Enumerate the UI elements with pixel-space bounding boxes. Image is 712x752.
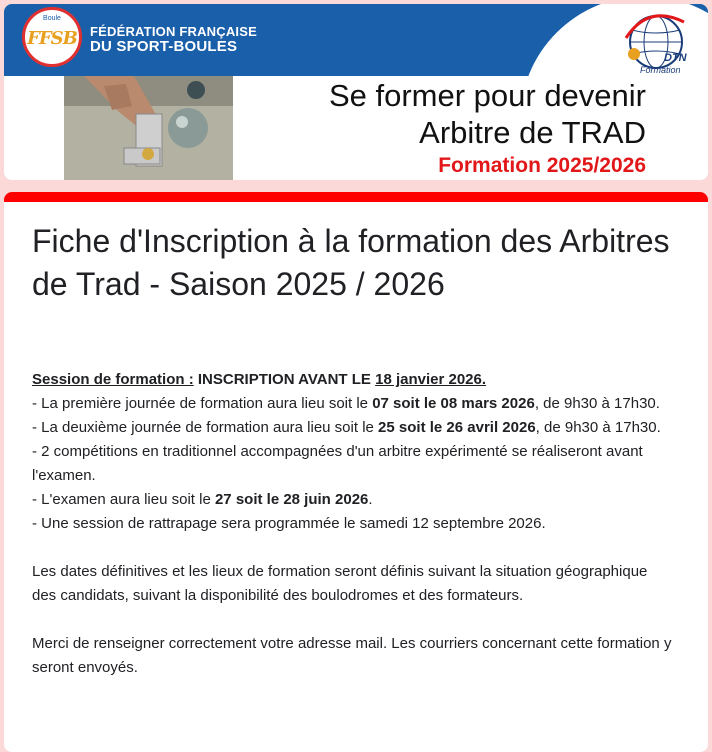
- second-day-text: - La deuxième journée de formation aura lieu soit le: [32, 419, 379, 436]
- dtn-label: DTN: [664, 52, 687, 64]
- deadline-date: 18 janvier 2026.: [375, 371, 487, 388]
- federation-name: [90, 24, 257, 54]
- federation-line1: FÉDÉRATION FRANÇAISE: [90, 24, 257, 39]
- federation-line2: DU SPORT-BOULES: [90, 38, 238, 55]
- form-title: Fiche d'Inscription à la formation des Arbitres de Trad - Saison 2025 / 2026: [32, 223, 670, 302]
- exam-period: .: [368, 491, 373, 508]
- first-day-hours: , de 9h30 à 17h30.: [534, 395, 660, 412]
- ffsb-logo: [22, 7, 82, 67]
- header-title-line1: Se former pour devenir: [328, 78, 646, 113]
- form-description-card: [4, 192, 708, 752]
- dates-paragraph: Les dates définitives et les lieux de formation seront définis suivant la situation géographique des candidats, suivant la disponibilité des boulodromes et des formateurs.: [32, 563, 648, 604]
- exam-dates: 27 soit le 28 juin 2026: [214, 491, 369, 508]
- session-label: Session de formation :: [32, 371, 194, 388]
- header-banner: [4, 4, 708, 180]
- exam-line: [32, 488, 672, 512]
- email-paragraph: Merci de renseigner correctement votre adresse mail. Les courriers concernant cette formation y seront envoyés.: [32, 635, 672, 676]
- header-title-line2: Arbitre de TRAD: [419, 115, 646, 150]
- card-accent-bar: [4, 192, 708, 202]
- first-day-text: - La première journée de formation aura lieu soit le: [32, 395, 373, 412]
- logo-top-text: Boule: [43, 15, 61, 22]
- header-photo: [64, 76, 233, 180]
- form-description: [32, 368, 672, 680]
- second-day-dates: 25 soit le 26 avril 2026: [378, 419, 536, 436]
- dtn-sublabel: Formation: [640, 65, 681, 75]
- logo-text: FFSB: [27, 28, 77, 49]
- header-subtitle: Formation 2025/2026: [438, 154, 646, 177]
- competitions-line: - 2 compétitions en traditionnel accompagnées d'un arbitre expérimenté se réaliseront avant l'examen.: [32, 443, 643, 484]
- second-day-hours: , de 9h30 à 17h30.: [535, 419, 661, 436]
- exam-text: - L'examen aura lieu soit le: [32, 491, 215, 508]
- deadline-prefix: INSCRIPTION AVANT LE: [193, 371, 376, 388]
- first-day-line: [32, 392, 672, 416]
- session-line: [32, 368, 672, 392]
- retake-line: - Une session de rattrapage sera programmée le samedi 12 septembre 2026.: [32, 515, 546, 532]
- first-day-dates: 07 soit le 08 mars 2026: [372, 395, 535, 412]
- second-day-line: [32, 416, 672, 440]
